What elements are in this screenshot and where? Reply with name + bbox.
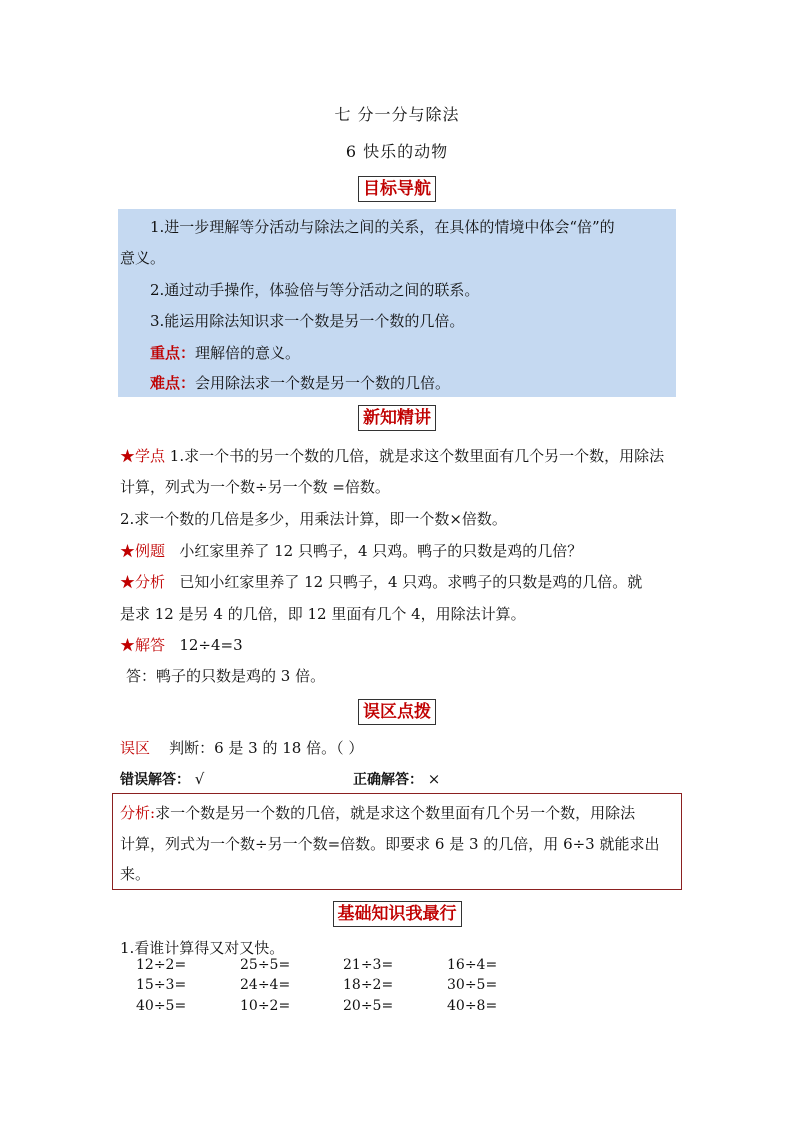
section-heading-pitfalls: 误区点拨 bbox=[0, 699, 794, 725]
box-text-a: 求一个数是另一个数的几倍，就是求这个数里面有几个另一个数，用除法 bbox=[155, 804, 636, 822]
goal-3: 3.能运用除法知识求一个数是另一个数的几倍。 bbox=[150, 312, 465, 330]
calc-item: 21÷3= bbox=[343, 957, 394, 973]
goal-1-line-a: 1.进一步理解等分活动与除法之间的关系，在具体的情境中体会“倍”的 bbox=[150, 218, 615, 236]
mistake-label: 误区 bbox=[120, 739, 151, 757]
box-label: 分析: bbox=[120, 804, 156, 822]
difficult-point bbox=[150, 372, 450, 393]
answer-line bbox=[120, 634, 243, 655]
wrong-answer-label: 错误解答： bbox=[120, 772, 190, 788]
right-answer-label: 正确解答： bbox=[353, 772, 423, 788]
calc-item: 10÷2= bbox=[240, 998, 291, 1014]
calc-item: 40÷8= bbox=[447, 998, 498, 1014]
mistake-text: 判断：6 是 3 的 18 倍。（ ） bbox=[169, 739, 364, 757]
calc-item: 16÷4= bbox=[447, 957, 498, 973]
analysis-line-b: 是求 12 是另 4 的几倍，即 12 里面有几个 4，用除法计算。 bbox=[120, 605, 526, 623]
study-text-a: 1.求一个书的另一个数的几倍，就是求这个数里面有几个另一个数，用除法 bbox=[169, 447, 665, 465]
difficult-point-label: 难点： bbox=[150, 374, 196, 392]
study-point-line-a bbox=[120, 445, 664, 466]
calc-item: 12÷2= bbox=[136, 957, 187, 973]
study-point-line-b: 计算，列式为一个数÷另一个数 =倍数。 bbox=[120, 478, 390, 496]
calc-item: 18÷2= bbox=[343, 977, 394, 993]
section-heading-goals: 目标导航 bbox=[0, 176, 794, 202]
answer-label: ★解答 bbox=[120, 636, 166, 654]
calc-item: 25÷5= bbox=[240, 957, 291, 973]
analysis-label: ★分析 bbox=[120, 573, 166, 591]
question-1: 1.看谁计算得又对又快。 bbox=[120, 939, 285, 957]
calc-item: 40÷5= bbox=[136, 998, 187, 1014]
box-line-a bbox=[120, 802, 635, 823]
wrong-answer-value: √ bbox=[194, 770, 205, 788]
mistake-line bbox=[120, 737, 363, 758]
box-line-b: 计算，列式为一个数÷另一个数=倍数。即要求 6 是 3 的几倍，用 6÷3 就能求出 bbox=[120, 835, 660, 853]
chapter-title: 七 分一分与除法 bbox=[334, 105, 460, 124]
goals-panel bbox=[118, 209, 676, 397]
example-text: 小红家里养了 12 只鸭子，4 只鸡。鸭子的只数是鸡的几倍？ bbox=[179, 542, 583, 560]
calc-item: 20÷5= bbox=[343, 998, 394, 1014]
lesson-title: 6 快乐的动物 bbox=[345, 142, 449, 161]
key-point-label: 重点： bbox=[150, 344, 196, 362]
section-heading-new-knowledge: 新知精讲 bbox=[0, 405, 794, 431]
calc-item: 24÷4= bbox=[240, 977, 291, 993]
goal-1-line-b: 意义。 bbox=[120, 249, 166, 267]
answer-text: 答：鸭子的只数是鸡的 3 倍。 bbox=[126, 667, 326, 685]
example-line bbox=[120, 540, 582, 561]
right-answer bbox=[353, 769, 440, 789]
calc-item: 30÷5= bbox=[447, 977, 498, 993]
right-answer-value: × bbox=[427, 770, 441, 788]
goal-2: 2.通过动手操作，体验倍与等分活动之间的联系。 bbox=[150, 281, 480, 299]
study-point-line-c: 2.求一个数的几倍是多少，用乘法计算，即一个数×倍数。 bbox=[120, 510, 507, 528]
study-label: ★学点 bbox=[120, 447, 166, 465]
wrong-answer bbox=[120, 769, 204, 789]
key-point bbox=[150, 342, 300, 363]
difficult-point-text: 会用除法求一个数是另一个数的几倍。 bbox=[195, 374, 451, 392]
box-line-c: 来。 bbox=[120, 865, 151, 883]
section-heading-basics: 基础知识我最行 bbox=[0, 901, 794, 927]
answer-formula: 12÷4=3 bbox=[179, 636, 243, 654]
analysis-text-a: 已知小红家里养了 12 只鸭子，4 只鸡。求鸭子的只数是鸡的几倍。就 bbox=[179, 573, 643, 591]
key-point-text: 理解倍的意义。 bbox=[195, 344, 301, 362]
calc-item: 15÷3= bbox=[136, 977, 187, 993]
example-label: ★例题 bbox=[120, 542, 166, 560]
analysis-line-a bbox=[120, 571, 642, 592]
